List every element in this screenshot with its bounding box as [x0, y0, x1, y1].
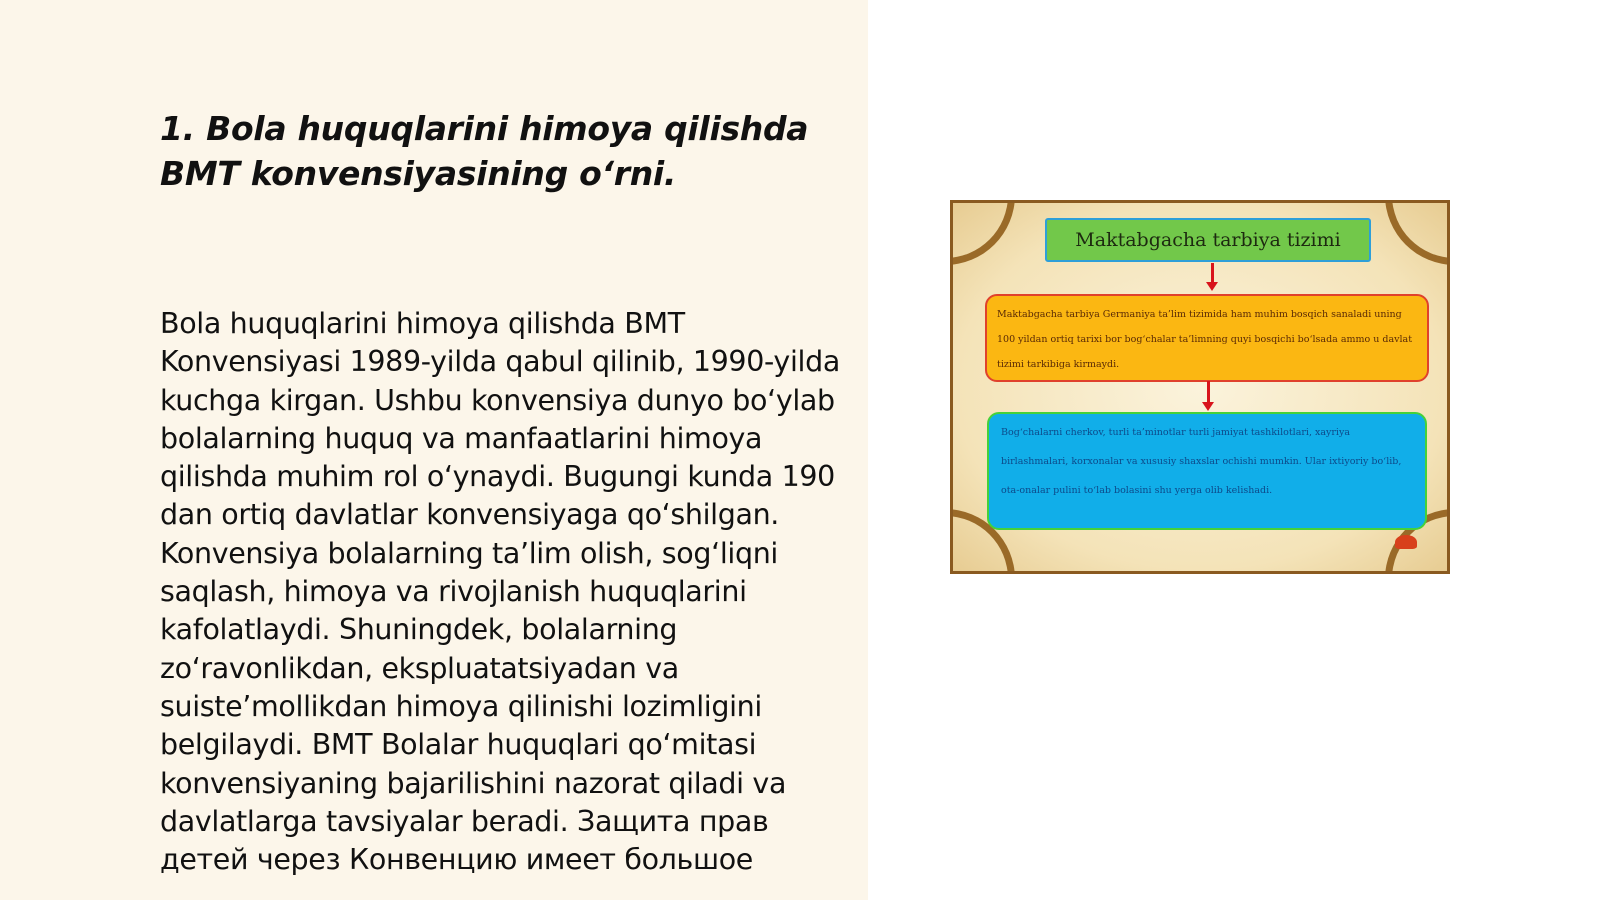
ornament-corner-icon: [1385, 200, 1450, 265]
diagram-blue-box: Bog‘chalarni cherkov, turli ta’minotlar turli jamiyat tashkilotlari, xayriya birlashmalari, korxonalar va xususiy shaxslar ochishi mumkin. Ular ixtiyoriy bo‘lib, ota-onalar pulini to‘lab bolasini shu yerga olib kelishadi.: [987, 412, 1427, 530]
diagram-orange-box: Maktabgacha tarbiya Germaniya ta’lim tizimida ham muhim bosqich sanaladi uning 100 yildan ortiq tarixi bor bog‘chalar ta’limning quyi bosqichi bo‘lsada ammo u davlat tizimi tarkibiga kirmaydi.: [985, 294, 1429, 382]
diagram-image: [950, 200, 1450, 574]
slide-body-text: Bola huquqlarini himoya qilishda BMT Konvensiyasi 1989-yilda qabul qilinib, 1990-yilda kuchga kirgan. Ushbu konvensiya dunyo bo‘ylab bolalarning huquq va manfaatlarini himoya qilishda muhim rol o‘ynaydi. Bugungi kunda 190 dan ortiq davlatlar konvensiyaga qo‘shilgan. Konvensiya bolalarning ta’lim olish, sog‘liqni saqlash, himoya va rivojlanish huquqlarini kafolatlaydi. Shuningdek, bolalarning zo‘ravonlikdan, ekspluatatsiyadan va suiste’mollikdan himoya qilinishi lozimligini belgilaydi. BMT Bolalar huquqlari qo‘mitasi konvensiyaning bajarilishini nazorat qiladi va davlatlarga tavsiyalar beradi. Защита прав детей через Конвенцию имеет большое: [160, 307, 840, 877]
flower-ornament-icon: [1395, 535, 1417, 549]
diagram-title-box: Maktabgacha tarbiya tizimi: [1045, 218, 1371, 262]
arrow-down-icon: [1211, 263, 1214, 285]
ornament-corner-icon: [950, 200, 1015, 265]
slide-title: 1. Bola huquqlarini himoya qilishda BMT konvensiyasining o‘rni.: [160, 109, 809, 193]
arrow-down-icon: [1207, 381, 1210, 405]
